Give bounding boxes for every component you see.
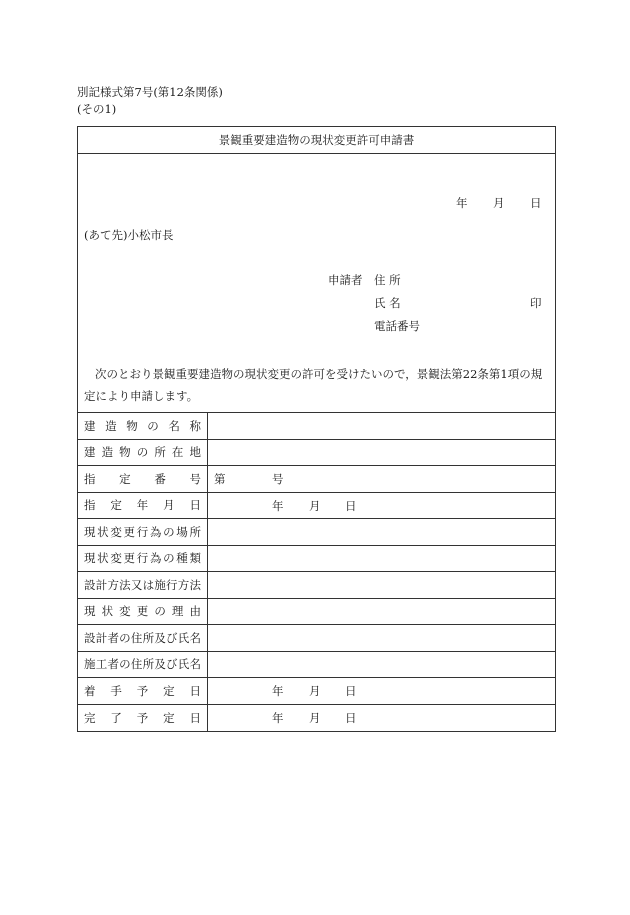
change-location-field[interactable] xyxy=(208,519,555,545)
application-header-section xyxy=(78,154,555,413)
row-label: 現状変更行為の種類 xyxy=(84,551,201,566)
form-title: 景観重要建造物の現状変更許可申請書 xyxy=(78,127,555,154)
detail-table xyxy=(78,413,555,731)
change-type-field[interactable] xyxy=(208,546,555,572)
row-label: 設計者の住所及び氏名 xyxy=(84,630,201,645)
month-label: 月 xyxy=(309,498,321,513)
day-label: 日 xyxy=(345,684,357,698)
method-field[interactable] xyxy=(208,572,555,598)
form-part: (その1) xyxy=(77,102,117,116)
change-reason-field[interactable] xyxy=(208,599,555,625)
contractor-field[interactable] xyxy=(208,652,555,678)
day-label: 日 xyxy=(345,498,357,513)
table-row-change-type xyxy=(78,546,555,573)
row-label: 現状変更行為の場所 xyxy=(84,524,201,539)
building-name-field[interactable] xyxy=(208,413,555,439)
month-label: 月 xyxy=(309,684,321,698)
table-row-contractor xyxy=(78,652,555,679)
designer-field[interactable] xyxy=(208,625,555,651)
building-location-field[interactable] xyxy=(208,440,555,466)
table-row-method xyxy=(78,572,555,599)
applicant-name-label: 氏 名 xyxy=(374,296,401,310)
addressee: (あて先)小松市長 xyxy=(84,228,174,242)
year-label: 年 xyxy=(272,684,284,698)
table-row-designation-number xyxy=(78,466,555,493)
date-day-label: 日 xyxy=(530,196,542,210)
row-label: 現状変更の理由 xyxy=(84,604,201,619)
applicant-address-label: 住 所 xyxy=(374,273,401,287)
table-row-designer xyxy=(78,625,555,652)
table-row-start-date xyxy=(78,678,555,705)
seal-mark: 印 xyxy=(530,296,542,310)
month-label: 月 xyxy=(309,710,321,725)
table-row-completion-date xyxy=(78,705,555,732)
application-form xyxy=(77,126,556,732)
row-label: 着手予定日 xyxy=(84,683,201,698)
start-date-field[interactable] xyxy=(208,678,555,704)
table-row-change-reason xyxy=(78,599,555,626)
row-label: 指定年月日 xyxy=(84,498,201,513)
table-row-building-name xyxy=(78,413,555,440)
completion-date-field[interactable] xyxy=(208,705,555,732)
row-label: 建造物の所在地 xyxy=(84,445,201,460)
designation-date-field[interactable] xyxy=(208,493,555,519)
applicant-label: 申請者 xyxy=(328,273,363,287)
day-label: 日 xyxy=(345,710,357,725)
row-label: 完了予定日 xyxy=(84,710,201,725)
row-label: 設計方法又は施行方法 xyxy=(84,577,201,592)
date-year-label: 年 xyxy=(456,196,468,210)
number-prefix: 第 xyxy=(214,472,226,486)
year-label: 年 xyxy=(272,498,284,513)
date-month-label: 月 xyxy=(493,196,505,210)
year-label: 年 xyxy=(272,710,284,725)
table-row-designation-date xyxy=(78,493,555,520)
form-number: 別記様式第7号(第12条関係) xyxy=(77,85,223,99)
designation-number-field[interactable] xyxy=(208,466,555,492)
number-suffix: 号 xyxy=(272,472,284,486)
table-row-change-location xyxy=(78,519,555,546)
application-statement: 次のとおり景観重要建造物の現状変更の許可を受けたいので，景観法第22条第1項の規定により申請します。 xyxy=(84,367,543,403)
table-row-building-location xyxy=(78,440,555,467)
row-label: 建造物の名称 xyxy=(84,418,201,433)
applicant-phone-label: 電話番号 xyxy=(374,319,420,333)
row-label: 施工者の住所及び氏名 xyxy=(84,657,201,672)
row-label: 指定番号 xyxy=(84,471,201,486)
